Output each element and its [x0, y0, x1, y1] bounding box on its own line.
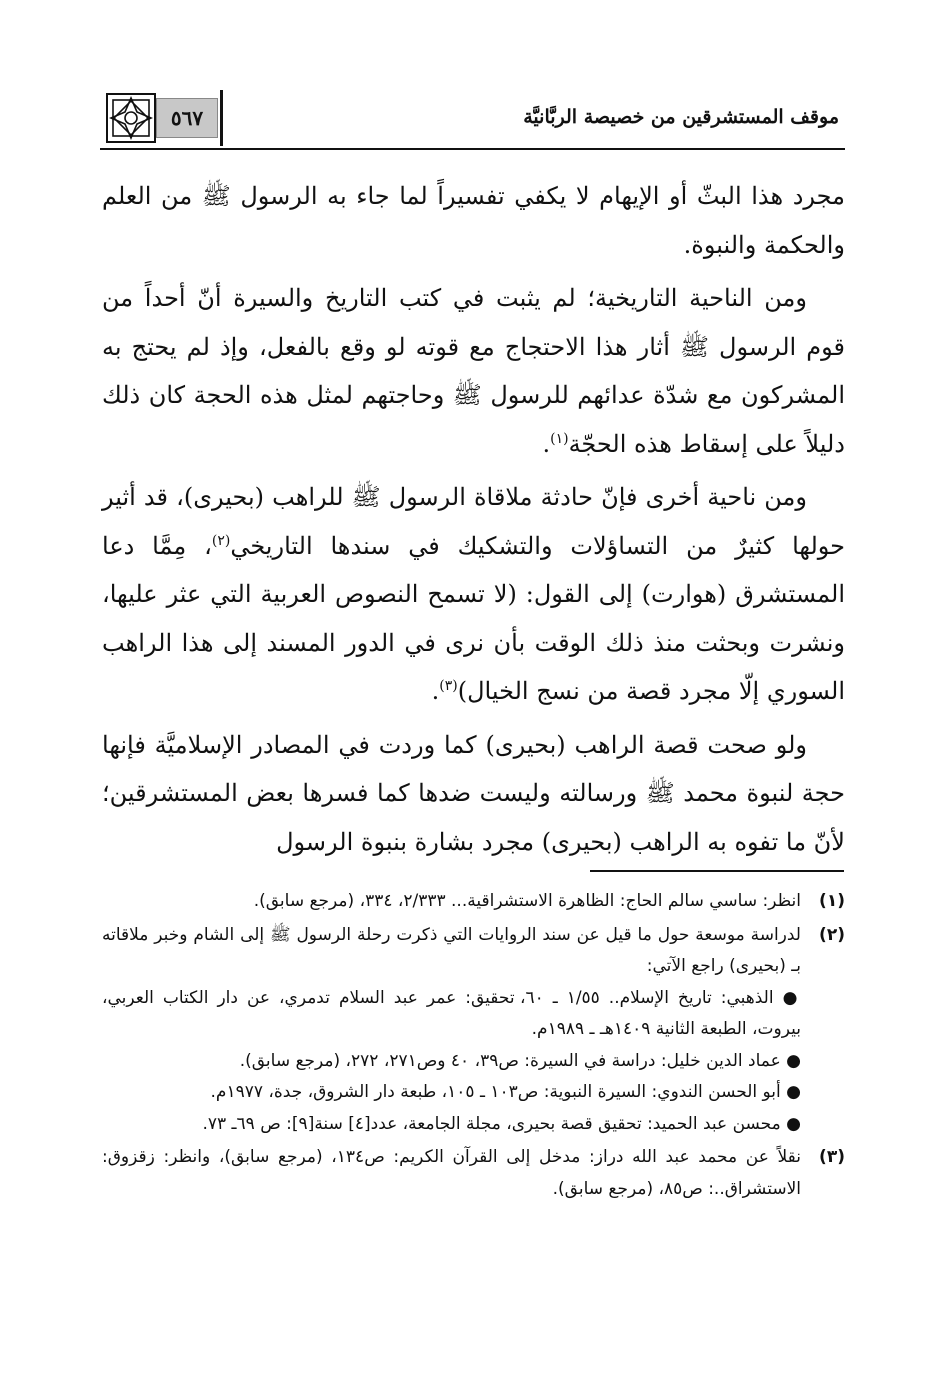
footnote-number: (٣) [819, 1147, 845, 1167]
header-divider [220, 90, 223, 146]
page-number: ٥٦٧ [156, 98, 218, 138]
paragraph-4: ولو صحت قصة الراهب (بحيرى) كما وردت في المصادر الإسلاميَّة فإنها حجة لنبوة محمد ﷺ ورسالته وليست ضدها كما فسرها بعض المستشرقين؛ لأنّ ما تفوه به الراهب (بحيرى) مجرد بشارة بنبوة الرسول [102, 730, 845, 856]
footnote-separator [590, 870, 844, 872]
page-header [100, 88, 845, 150]
footnote-3 [102, 1142, 845, 1205]
footnote-line: لدراسة موسعة حول ما قيل عن سند الروايات التي ذكرت رحلة الرسول ﷺ إلى الشام وخبر ملاقاته بـ (بحيرى) راجع الآتي: [102, 924, 801, 976]
paragraph-3: ومن ناحية أخرى فإنّ حادثة ملاقاة الرسول ﷺ للراهب (بحيرى)، قد أثير حولها كثيرٌ من التساؤلات والتشكيك في سندها التاريخي$^{(٢)}$، مِمَّا دعا المستشرق (هوارت) إلى القول: (لا تسمح النصوص العربية التي عثر عليها، ونشرت وبحثت منذ ذلك الوقت بأن نرى في الدور المسند إلى هذا الراهب السوري إلّا مجرد قصة من نسج الخيال)$^{(٣)}$. [102, 483, 845, 705]
page-number-box [100, 92, 218, 144]
footnote-2 [102, 920, 845, 1141]
footnote-bullet: ● أبو الحسن الندوي: السيرة النبوية: ص١٠٣ ـ ١٠٥، طبعة دار الشروق، جدة، ١٩٧٧م. [210, 1082, 801, 1102]
footnotes [102, 886, 845, 1207]
footnote-1 [102, 886, 845, 918]
footnote-line: نقلاً عن محمد عبد الله دراز: مدخل إلى القرآن الكريم: ص١٣٤، (مرجع سابق)، وانظر: زقزوق: الاستشراق..: ص٨٥، (مرجع سابق). [102, 1147, 801, 1199]
main-text [102, 172, 845, 871]
paragraph-1: مجرد هذا البثّ أو الإيهام لا يكفي تفسيراً لما جاء به الرسول ﷺ من العلم والحكمة والنبوة. [102, 182, 845, 259]
ornament-icon [106, 93, 156, 143]
footnote-number: (١) [819, 891, 845, 911]
paragraph-2: ومن الناحية التاريخية؛ لم يثبت في كتب التاريخ والسيرة أنّ أحداً من قوم الرسول ﷺ أثار هذا الاحتجاج مع قوته لو وقع بالفعل، وإذ لم يحتج به المشركون مع شدّة عدائهم للرسول ﷺ وحاجتهم لمثل هذه الحجة كان ذلك دليلاً على إسقاط هذه الحجّة$^{(١)}$. [102, 284, 845, 458]
footnote-bullet: ● الذهبي: تاريخ الإسلام.. ١/٥٥ ـ ٦٠، تحقيق: عمر عبد السلام تدمري، عن دار الكتاب العربي، بيروت، الطبعة الثانية ١٤٠٩هـ ـ ١٩٨٩م. [102, 987, 801, 1039]
footnote-ref[interactable]: (٣) [439, 678, 458, 694]
footnote-bullet: ● عماد الدين خليل: دراسة في السيرة: ص٣٩، ٤٠ وص٢٧١، ٢٧٢، (مرجع سابق). [239, 1050, 801, 1071]
footnote-line: انظر: ساسي سالم الحاج: الظاهرة الاستشراقية... ٢/٣٣٣، ٣٣٤، (مرجع سابق). [253, 891, 801, 911]
footnote-ref[interactable]: (٢) [211, 532, 231, 549]
footnote-number: (٢) [819, 924, 845, 945]
footnote-ref[interactable]: (١) [550, 430, 569, 447]
running-title: موقف المستشرقين من خصيصة الربَّانيَّة [523, 106, 839, 128]
footnote-bullet: ● محسن عبد الحميد: تحقيق قصة بحيرى، مجلة الجامعة، عدد[٤] سنة[٩]: ص ٦٩ـ ٧٣. [202, 1113, 801, 1134]
